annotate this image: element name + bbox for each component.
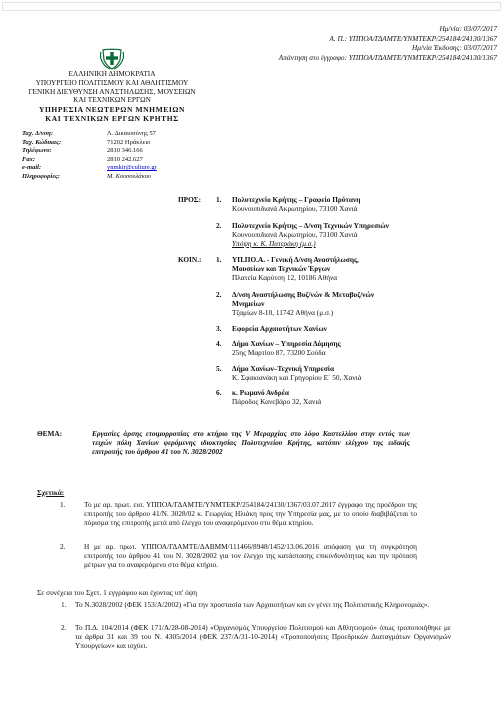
cc-name: ΥΠ.ΠΟ.Α. - Γενική Δ/νση Αναστήλωσης, <box>232 255 359 264</box>
service-name-continued: ΚΑΙ ΤΕΧΝΙΚΩΝ ΕΡΓΩΝ ΚΡΗΤΗΣ <box>45 114 179 123</box>
cc-name: Δ/νση Αναστήλωσης Βυζ/νών & Μεταβυζ/νών <box>232 290 375 299</box>
followup-number: 2. <box>61 623 67 632</box>
greek-emblem-icon <box>100 46 124 70</box>
recipient-number: 1. <box>216 195 222 204</box>
followup-number: 1. <box>61 600 67 609</box>
cc-number: 4. <box>216 339 222 348</box>
issuing-authority <box>22 70 202 123</box>
recipient-name: Πολυτεχνείο Κρήτης – Δ/νση Τεχνικών Υπηρεσιών <box>232 221 389 230</box>
contact-key: Ταχ. Δ/νση: <box>22 130 54 137</box>
header-line: ΚΑΙ ΤΕΧΝΙΚΩΝ ΕΡΓΩΝ <box>73 95 151 105</box>
email-link[interactable]: ynmktr@culture.gr <box>107 164 157 171</box>
contact-key: Τηλέφωνο: <box>22 147 52 154</box>
document-date: Ημ/νία: 03/07/2017 <box>439 24 497 33</box>
header-line: ΕΛΛΗΝΙΚΗ ΔΗΜΟΚΡΑΤΙΑ <box>68 69 156 78</box>
cc-address: Τζαμίων 8-10, 11742 Αθήνα (μ.σ.) <box>232 308 334 317</box>
cc-number: 6. <box>216 388 222 397</box>
contact-details <box>22 130 157 181</box>
reference-text: Το με αρ. πρωτ. εισ. ΥΠΠΟΑ/ΓΔΑΜΤΕ/ΥΝΜΤΕΚΡ/254184/24130/1367/03.07.2017 έγγραφο της προέδρου της επιτροπής του άρθρου 41/Ν. 3028/02 κ. Γεωργίας Ηλιάκη προς την Υπηρεσία μας, με το οποίο διαβιβάζεται το πόρισμα της επιτροπής μετά από έλεγχο του αναφερόμενου στο θέμα κτηρίου. <box>84 500 417 527</box>
header-strip <box>2 2 501 11</box>
document-metadata <box>279 25 497 63</box>
cc-name: Δήμο Χανίων – Υπηρεσία Δόμησης <box>232 339 341 348</box>
cc-name: Δήμο Χανίων–Τεχνική Υπηρεσία <box>232 364 335 373</box>
cc-number: 3. <box>216 324 222 333</box>
followup-text: Το Ν.3028/2002 (ΦΕΚ 153/Α/2002) «Για την προστασία των Αρχαιοτήτων και εν γένει της Πολιτιστικής Κληρονομιάς». <box>75 600 430 609</box>
recipient-address: Κουνουπιδιανά Ακρωτηρίου, 73100 Χανιά <box>232 230 358 239</box>
protocol-number: Α. Π.: ΥΠΠΟΑ/ΓΔΑΜΤΕ/ΥΝΜΤΕΚΡ/254184/24130/1367 <box>329 33 497 43</box>
cc-number: 2. <box>216 290 222 299</box>
followup-intro: Σε συνέχεια του Σχετ. 1 εγγράφου και έχοντας υπ' όψη <box>37 588 198 597</box>
cc-name: κ. Ρωμανό Ανδρέα <box>232 388 289 397</box>
issue-date: Ημ/νία Έκδοσης: 03/07/2017 <box>411 43 497 52</box>
recipient-name: Πολυτεχνείο Κρήτης – Γραφείο Πρύτανη <box>232 195 361 204</box>
cc-address: Κ. Σφακιανάκη και Γρηγορίου Ε΄ 50, Χανιά <box>232 373 362 382</box>
contact-key: Ταχ. Κώδικας: <box>22 138 62 146</box>
contact-key: e-mail: <box>22 164 42 171</box>
service-name: ΥΠΗΡΕΣΙΑ ΝΕΩΤΕΡΩΝ ΜΝΗΜΕΙΩΝ <box>38 105 186 114</box>
cc-name-continued: Μουσείων και Τεχνικών Έργων <box>232 264 331 273</box>
reference-text: Η με αρ. πρωτ. ΥΠΠΟΑ/ΓΔΑΜΤΕ/ΔΑΒΜΜ/111466/8948/1452/13.06.2016 απόφαση για τη συγκρότηση επιτροπής του άρθρου 41 του Ν. 3028/2002 για τον έλεγχο της κατάστασης επικινδυνότητας και την πρόταση μέτρων για το αναφερόμενο στο θέμα κτήριο. <box>84 542 417 569</box>
contact-value: Λ. Δικαιοσύνης 57 <box>107 130 156 137</box>
references-label: Σχετικά: <box>37 488 65 497</box>
reference-number: 1. <box>60 500 66 509</box>
reference-number: 2. <box>60 542 66 551</box>
cc-address: Πάροδος Κανεβάρο 32, Χανιά <box>232 397 322 406</box>
recipient-address: Κουνουπιδιανά Ακρωτηρίου, 73100 Χανιά <box>232 204 358 213</box>
cc-number: 1. <box>216 255 222 264</box>
cc-address: Πλατεία Καρύτση 12, 10186 Αθήνα <box>232 273 338 282</box>
contact-key: Fax: <box>22 155 35 163</box>
recipient-attention: Υπόψη κ. Κ. Πατεράκη (μ.σ.) <box>232 239 316 248</box>
contact-value: Μ. Κουσουλάκου <box>107 172 152 180</box>
cc-number: 5. <box>216 364 222 373</box>
followup-text: Το Π.Δ. 104/2014 (ΦΕΚ 171/Α/28-08-2014) «Οργανισμός Υπουργείου Πολιτισμού και Αθλητισμού» όπως τροποποιήθηκε με τα άρθρα 31 και 39 του Ν. 4305/2014 (ΦΕΚ 237/Α/31-10-2014) «Τροποποιήσεις Προεδρικών Διαταγμάτων Οργανισμών Υπουργείων» και ισχύει. <box>75 623 451 650</box>
header-line: ΓΕΝΙΚΗ ΔΙΕΥΘΥΝΣΗ ΑΝΑΣΤΗΛΩΣΗΣ, ΜΟΥΣΕΙΩΝ <box>28 86 196 96</box>
subject-text: Εργασίες άρσης ετοιμορροπίας στο κτήριο της V Μεραρχίας στο λόφο Καστελλίου στην εντός των τειχών πόλη Χανίων φερόμενης ιδιοκτησίας Πολυτεχνείου Κρήτης, κατόπιν ελέγχου της ειδικής επιτροπής του άρθρου 41 του Ν. 3028/2002 <box>92 429 410 456</box>
reply-reference: Απάντηση στο έγγραφο: ΥΠΠΟΑ/ΓΔΑΜΤΕ/ΥΝΜΤΕΚΡ/254184/24130/1367 <box>278 52 497 62</box>
recipients-label: ΠΡΟΣ: <box>178 195 202 204</box>
recipient-number: 2. <box>216 221 222 230</box>
header-line: ΥΠΟΥΡΓΕΙΟ ΠΟΛΙΤΙΣΜΟΥ ΚΑΙ ΑΘΛΗΤΙΣΜΟΥ <box>35 77 189 87</box>
subject-label: ΘΕΜΑ: <box>37 429 63 438</box>
contact-value: 2810 242.627 <box>107 155 143 163</box>
cc-name-continued: Μνημείων <box>232 299 265 308</box>
contact-key: Πληροφορίες: <box>22 172 61 180</box>
contact-value: 2810 346.166 <box>107 147 143 154</box>
cc-label: ΚΟΙΝ.: <box>178 255 202 264</box>
cc-address: 25ης Μαρτίου 87, 73200 Σούδα <box>232 348 326 357</box>
contact-value: 71202 Ηράκλειο <box>107 138 151 146</box>
cc-name: Εφορεία Αρχαιοτήτων Χανίων <box>232 324 327 333</box>
